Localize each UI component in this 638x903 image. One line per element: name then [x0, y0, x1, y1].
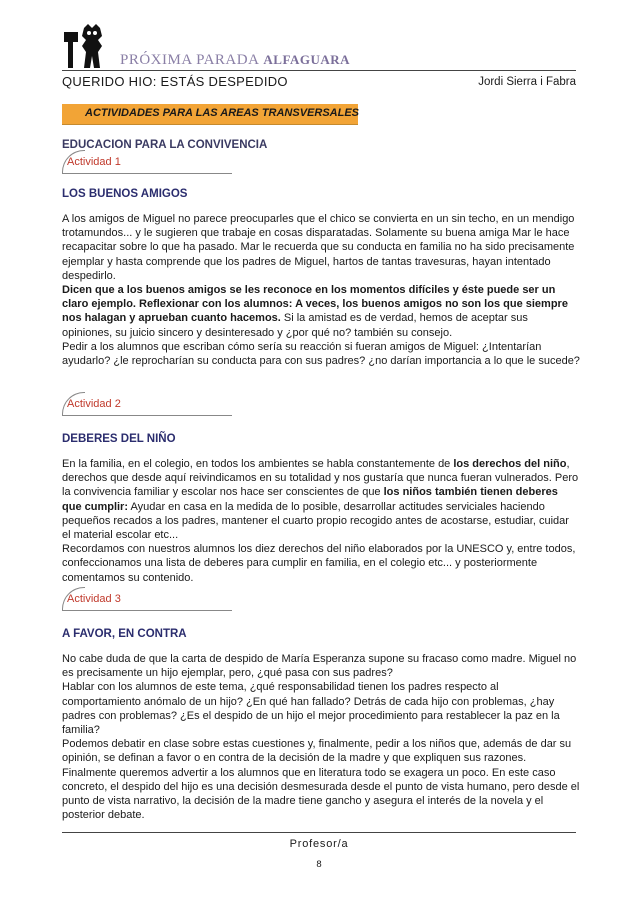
text-run: Recordamos con nuestros alumnos los diez derechos del niño elaborados por la UNESCO y, entre todos, confeccionamos una lista de deberes para cumplir en familia, en el colegio etc... y posteriormente comentamos su contenido.: [62, 543, 576, 584]
bold-text: los derechos del niño: [453, 458, 567, 470]
header-divider: [62, 70, 576, 71]
paragraph: [62, 652, 580, 680]
page-number: 8: [316, 859, 322, 870]
book-title: QUERIDO HIO: ESTÁS DESPEDIDO: [62, 74, 288, 89]
activity-3-body: [62, 652, 580, 822]
section-banner: [62, 104, 358, 125]
activity-3-tab: [62, 587, 232, 611]
text-run: , derechos que desde aquí reivindicamos en su totalidad y nos gustaría que nunca fueran vulnerados. Pero la convivencia familiar y escolar nos hace ser conscientes de que: [62, 458, 579, 499]
paragraph: [62, 766, 580, 823]
activity-3-label: Actividad 3: [67, 593, 121, 605]
activity-2-title: DEBERES DEL NIÑO: [62, 433, 176, 445]
banner-text: ACTIVIDADES PARA LAS AREAS TRANSVERSALES: [85, 107, 360, 119]
text-run: Podemos debatir en clase sobre estas cuestiones y, finalmente, pedir a los niños que, además de dar su opinión, se definan a favor o en contra de la decisión de la madre y que expliquen sus razones.: [62, 738, 572, 765]
footer-divider: [62, 832, 576, 833]
book-author: Jordi Sierra i Fabra: [478, 76, 576, 88]
activity-1-title: LOS BUENOS AMIGOS: [62, 188, 188, 200]
activity-3-title: A FAVOR, EN CONTRA: [62, 628, 187, 640]
activity-1-label: Actividad 1: [67, 156, 121, 168]
text-run: Hablar con los alumnos de este tema, ¿qué responsabilidad tienen los padres respecto al comportamiento anómalo de un hijo? ¿En qué han fallado? Detrás de cada hijo con problemas, ¿hay padres con problemas? ¿Es el despido de un hijo el mejor procedimiento para restablecer la paz en la familia?: [62, 681, 560, 737]
text-run: En la familia, en el colegio, en todos los ambientes se habla constantemente de: [62, 458, 454, 470]
text-run: No cabe duda de que la carta de despido de María Esperanza supone su fracaso como madre. Miguel no es precisamente un hijo ejemplar, pero, ¿qué pasa con sus padres?: [62, 653, 577, 680]
text-run: Si la amistad es de verdad, hemos de aceptar sus opiniones, su juicio sincero y desinteresado y ¿por qué no? también su consejo.: [62, 312, 528, 339]
paragraph: [62, 340, 580, 368]
activity-2-tab: [62, 392, 232, 416]
activity-2-label: Actividad 2: [67, 398, 121, 410]
alfaguara-logo: [62, 22, 112, 70]
paragraph: [62, 212, 580, 283]
text-run: Pedir a los alumnos que escriban cómo sería su reacción si fueran amigos de Miguel: ¿Intentarían ayudarlo? ¿le reprocharían su conducta para con sus padres? ¿no darían importancia a lo que le sucede?: [62, 340, 580, 368]
activity-2-body: [62, 457, 580, 585]
section-heading: EDUCACION PARA LA CONVIVENCIA: [62, 139, 268, 151]
paragraph: [62, 457, 580, 542]
paragraph: [62, 283, 580, 340]
activity-1-body: [62, 212, 580, 368]
paragraph: [62, 542, 580, 585]
paragraph: [62, 680, 580, 737]
text-run: Finalmente queremos advertir a los alumnos que en literatura todo se exagera un poco. En este caso concreto, el despido del hijo es una decisión desmesurada desde el punto de vista humano, pero desde el punto de vista narrativo, la decisión de la madre tiene gancho y asegura el interés de la novela y el posterior debate.: [62, 766, 580, 822]
bold-text: los niños también tienen deberes que cumplir:: [62, 486, 558, 513]
bold-text: Dicen que a los buenos amigos se les reconoce en los momentos difíciles y éste puede ser un claro ejemplo. Reflexionar con los alumnos: A veces, los buenos amigos no son los que siempre nos halagan y aprueban cuanto hacemos.: [62, 284, 568, 325]
paragraph: [62, 737, 580, 765]
brand-name: PRÓXIMA PARADA ALFAGUARA: [120, 52, 350, 68]
footer-label: Profesor/a: [289, 838, 349, 850]
publisher-name: ALFAGUARA: [263, 52, 350, 67]
text-run: Ayudar en casa en la medida de lo posible, desarrollar actitudes serviciales haciendo pequeños recados a los padres, mantener el cuarto propio recogido antes de acostarse, estudiar, cuidar el material escolar etc...: [62, 500, 569, 542]
text-run: A los amigos de Miguel no parece preocuparles que el chico se convierta en un sin techo, en un mendigo trotamundos... y le sugieren que trabaje en cosas disparatadas. Solamente su buena amiga Mar le hace recapacitar sobre lo que ha pasado. Mar le recuerda que su conducta en familia no ha sido precisamente ejemplar y hasta comprende que los padres de Miguel, hartos de tantas travesuras, hayan intentado despedirlo.: [62, 213, 575, 282]
activity-1-tab: [62, 150, 232, 174]
